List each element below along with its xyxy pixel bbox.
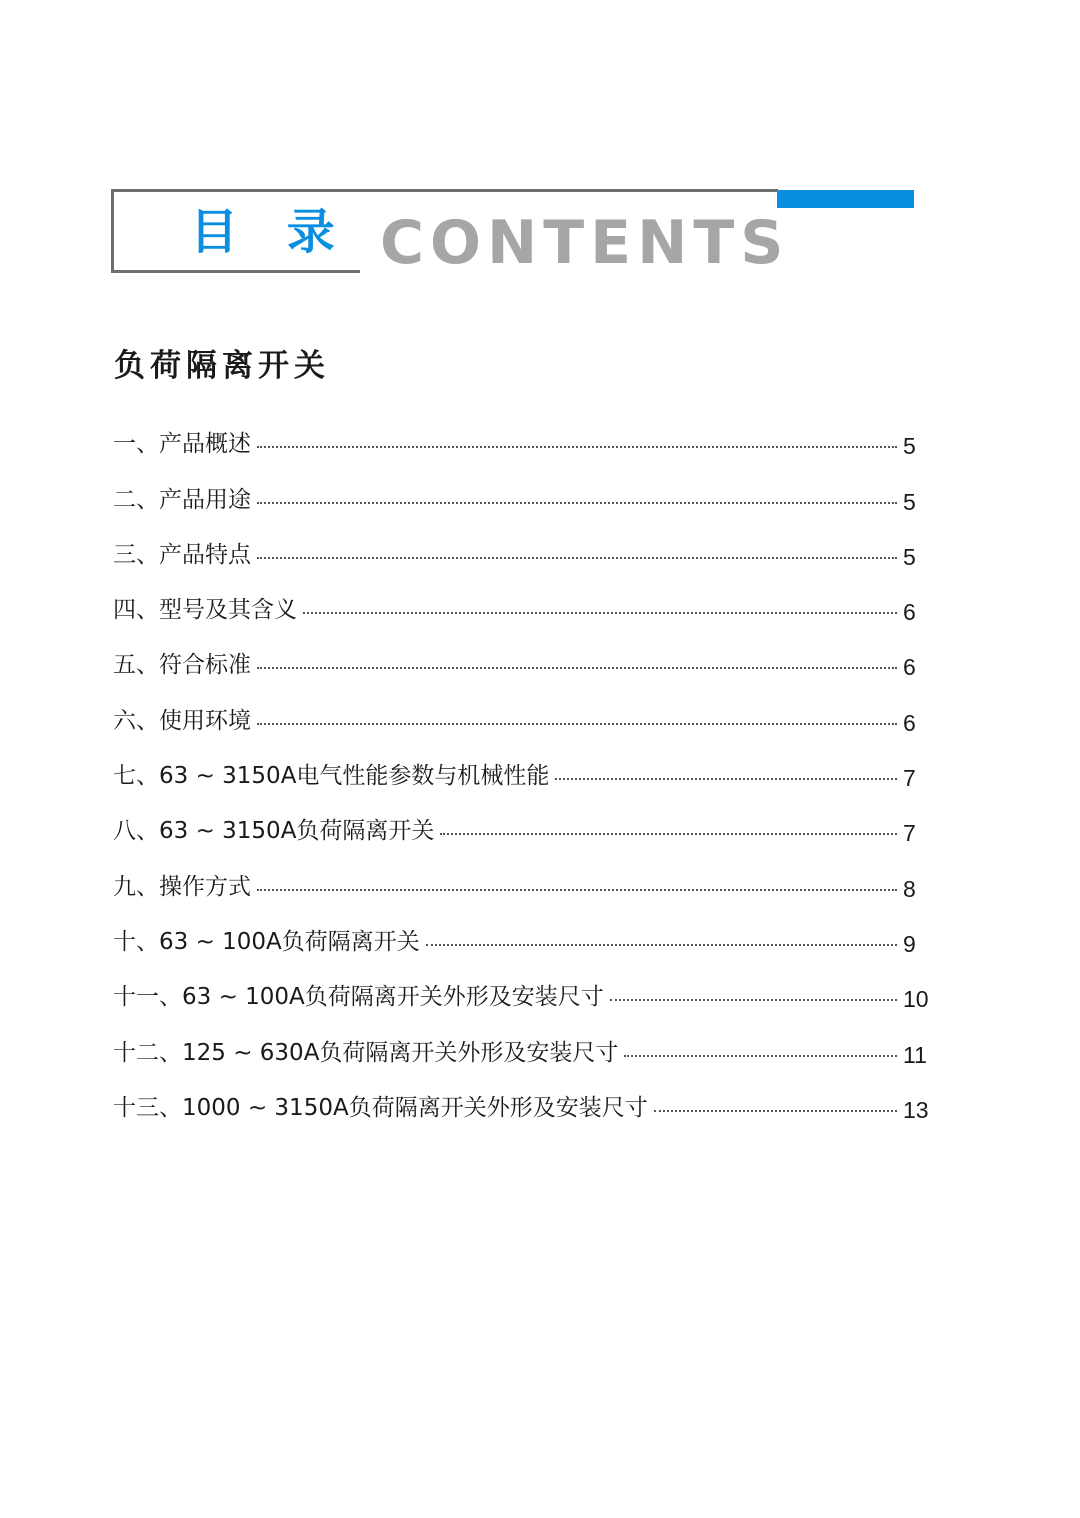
toc-page-number: 5	[903, 433, 916, 460]
header-accent-bar	[777, 190, 914, 208]
toc-entry-title: 二、产品用途	[113, 486, 251, 513]
toc-entry-title: 四、型号及其含义	[113, 597, 297, 624]
toc-entry[interactable]	[113, 578, 929, 633]
toc-page-number: 13	[903, 1096, 929, 1123]
toc-entry[interactable]	[113, 633, 929, 688]
dot-leader	[257, 446, 897, 448]
toc-entry-title: 十二、125 ~ 630A负荷隔离开关外形及安装尺寸	[113, 1039, 619, 1066]
toc-entry[interactable]	[113, 467, 929, 522]
dot-leader	[654, 1110, 897, 1112]
toc-entry-title: 七、63 ~ 3150A电气性能参数与机械性能	[113, 763, 550, 790]
toc-entry[interactable]	[113, 744, 929, 799]
toc-entry[interactable]	[113, 965, 929, 1020]
toc-entry[interactable]	[113, 412, 929, 467]
toc-entry[interactable]	[113, 1076, 929, 1131]
dot-leader	[440, 833, 897, 835]
toc-entry[interactable]	[113, 910, 929, 965]
dot-leader	[257, 889, 897, 891]
toc-page-number: 6	[903, 599, 916, 626]
dot-leader	[610, 999, 897, 1001]
toc-entry-title: 五、符合标准	[113, 652, 251, 679]
toc-page-number: 9	[903, 930, 916, 957]
toc-page-number: 5	[903, 543, 916, 570]
toc-page-number: 6	[903, 654, 916, 681]
toc-page-number: 5	[903, 488, 916, 515]
dot-leader	[624, 1055, 897, 1057]
toc-entry[interactable]	[113, 1020, 929, 1075]
dot-leader	[257, 557, 897, 559]
dot-leader	[303, 612, 897, 614]
toc-entry-title: 八、63 ~ 3150A负荷隔离开关	[113, 818, 435, 845]
toc-entry[interactable]	[113, 688, 929, 743]
header-top-rule	[360, 189, 778, 192]
toc-entry-title: 三、产品特点	[113, 541, 251, 568]
toc-entry[interactable]	[113, 523, 929, 578]
toc-entry[interactable]	[113, 799, 929, 854]
toc-entry-title: 十三、1000 ~ 3150A负荷隔离开关外形及安装尺寸	[113, 1094, 648, 1121]
dot-leader	[426, 944, 897, 946]
section-heading: 负荷隔离开关	[114, 348, 330, 384]
toc-page-number: 7	[903, 765, 916, 792]
dot-leader	[257, 502, 897, 504]
toc-page-number: 6	[903, 709, 916, 736]
toc-entry[interactable]	[113, 854, 929, 909]
toc-page-number: 10	[903, 986, 929, 1013]
toc-entry-title: 十、63 ~ 100A负荷隔离开关	[113, 928, 420, 955]
table-of-contents	[113, 412, 929, 1131]
dot-leader	[257, 667, 897, 669]
toc-page-number: 11	[903, 1041, 927, 1068]
dot-leader	[257, 723, 897, 725]
page-title-en: CONTENTS	[380, 208, 790, 278]
toc-page-number: 8	[903, 875, 916, 902]
toc-page-number: 7	[903, 820, 916, 847]
toc-entry-title: 六、使用环境	[113, 707, 251, 734]
toc-entry-title: 九、操作方式	[113, 873, 251, 900]
dot-leader	[555, 778, 897, 780]
toc-entry-title: 十一、63 ~ 100A负荷隔离开关外形及安装尺寸	[113, 984, 604, 1011]
page-title-cn: 目 录	[190, 204, 351, 260]
toc-entry-title: 一、产品概述	[113, 431, 251, 458]
